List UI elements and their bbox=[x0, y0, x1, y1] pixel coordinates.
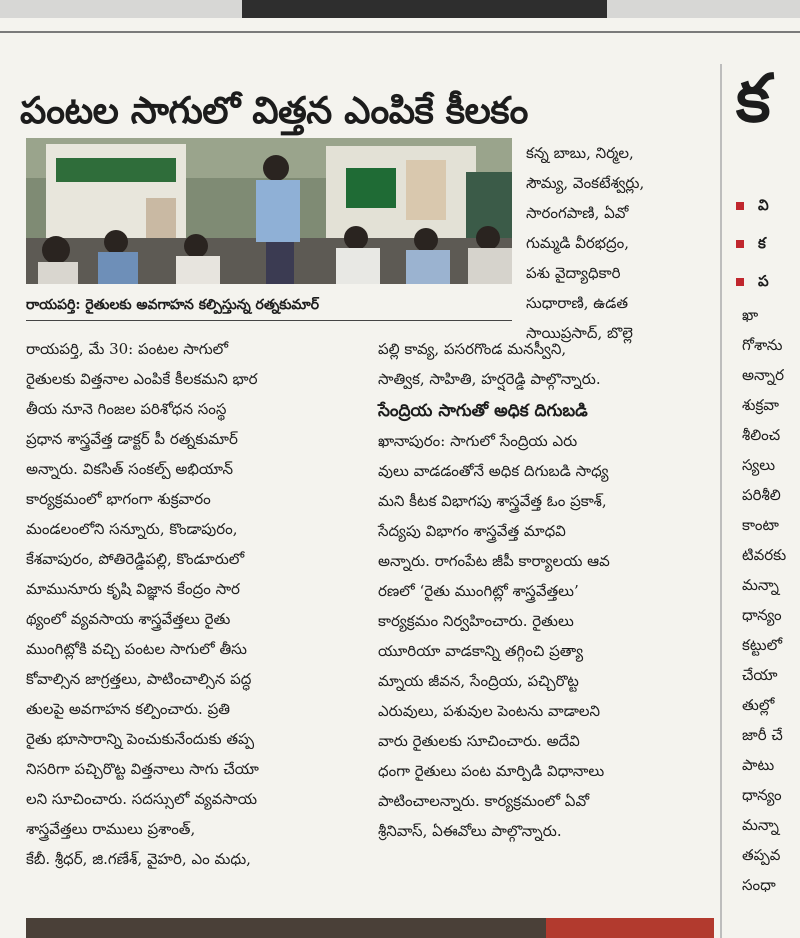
photo-illustration bbox=[26, 138, 512, 284]
adjacent-article-text: ఖా గోశాను అన్నార శుక్రవా శీలించ స్యలు పరిశీలి కాంటా టివరకు మన్నా ధాన్యం కట్టులో చేయా తుల్లో జారీ చే పాటు ధాన్యం మన్నా తప్పవ సంధా bbox=[742, 306, 787, 894]
adjacent-article bbox=[722, 0, 800, 938]
article-subheading: సేంద్రియ సాగుతో అధిక దిగుబడి bbox=[378, 401, 588, 421]
bullet-text: వి bbox=[758, 196, 769, 214]
bullet-item bbox=[736, 186, 769, 224]
bottom-photo-strip bbox=[26, 918, 714, 938]
top-banner-strip bbox=[0, 0, 800, 18]
top-banner-dark-block bbox=[242, 0, 607, 18]
news-photo bbox=[26, 138, 512, 284]
bullet-text: క bbox=[758, 234, 766, 252]
bottom-photo-red-block bbox=[546, 918, 714, 938]
adjacent-headline-fragment: క bbox=[736, 59, 771, 137]
bullet-square-icon bbox=[736, 202, 744, 210]
article-column-2-top bbox=[526, 138, 714, 348]
article-column-1 bbox=[26, 334, 354, 874]
bullet-item bbox=[736, 224, 769, 262]
bullet-square-icon bbox=[736, 278, 744, 286]
adjacent-bullet-list bbox=[736, 186, 769, 300]
article-headline: పంటల సాగులో విత్తన ఎంపికే కీలకం bbox=[20, 87, 528, 132]
header-rule bbox=[0, 31, 800, 33]
article-column-2 bbox=[378, 334, 714, 846]
article-paragraph: ఖానాపురం: సాగులో సేంద్రియ ఎరు వులు వాడడంతోనే అధిక దిగుబడి సాధ్య మని కీటక విభాగపు శాస్త్రవేత్త ఓం ప్రకాశ్, సేద్యపు విభాగం శాస్త్రవేత్త మాధవి అన్నారు. రాగంపేట జీపీ కార్యాలయ ఆవ రణలో ‘రైతు ముంగిట్లో శాస్త్రవేత్తలు’ కార్యక్రమం నిర్వహించారు. రైతులు యూరియా వాడకాన్ని తగ్గించి ప్రత్యా మ్నాయ జీవన, సేంద్రియ, పచ్చిరొట్ట ఎరువులు, పశువుల పెంటను వాడాలని వారు రైతులకు సూచించారు. అదేవి ధంగా రైతులు పంట మార్పిడి విధానాలు పాటించాలన్నారు. కార్యక్రమంలో ఏవో శ్రీనివాస్, ఏఈవోలు పాల్గొన్నారు. bbox=[378, 432, 610, 840]
article-paragraph: కన్న బాబు, నిర్మల, సౌమ్య, వెంకటేశ్వర్లు, సారంగపాణి, ఏవో గుమ్మడి వీరభద్రం, పశు వైద్యాధికారి సుధారాణి, ఉడత సాయిప్రసాద్, బొల్లె bbox=[526, 144, 645, 342]
article-paragraph: పల్లి కావ్య, పసరగొండ మనస్వీని, సాత్విక, సాహితి, హర్షరెడ్డి పాల్గొన్నారు. bbox=[378, 340, 601, 388]
article-paragraph: రాయపర్తి, మే 30: పంటల సాగులో రైతులకు విత్తనాల ఎంపికే కీలకమని భార తీయ నూనె గింజల పరిశోధన సంస్థ ప్రధాన శాస్త్రవేత్త డాక్టర్ పీ రత్నకుమార్ అన్నారు. వికసిత్ సంకల్ప్ అభియాన్ కార్యక్రమంలో భాగంగా శుక్రవారం మండలంలోని సన్నూరు, కొండాపురం, కేశవాపురం, పోతిరెడ్డిపల్లి, కొండూరులో మామునూరు కృషి విజ్ఞాన కేంద్రం సార థ్యంలో వ్యవసాయ శాస్త్రవేత్తలు రైతు ముంగిట్లోకి వచ్చి పంటల సాగులో తీసు కోవాల్సిన జాగ్రత్తలు, పాటించాల్సిన పద్ధ తులపై అవగాహన కల్పించారు. ప్రతి రైతు భూసారాన్ని పెంచుకునేందుకు తప్ప నిసరిగా పచ్చిరొట్ట విత్తనాలు సాగు చేయా లని సూచించారు. సదస్సులో వ్యవసాయ శాస్త్రవేత్తలు రాములు ప్రశాంత్, కేబీ. శ్రీధర్, జి.గణేశ్, వైహరి, ఎం మధు, bbox=[26, 340, 259, 868]
bullet-text: ప bbox=[758, 272, 769, 290]
bullet-square-icon bbox=[736, 240, 744, 248]
bullet-item bbox=[736, 262, 769, 300]
photo-caption: రాయపర్తి: రైతులకు అవగాహన కల్పిస్తున్న రత్నకుమార్ bbox=[26, 290, 512, 321]
